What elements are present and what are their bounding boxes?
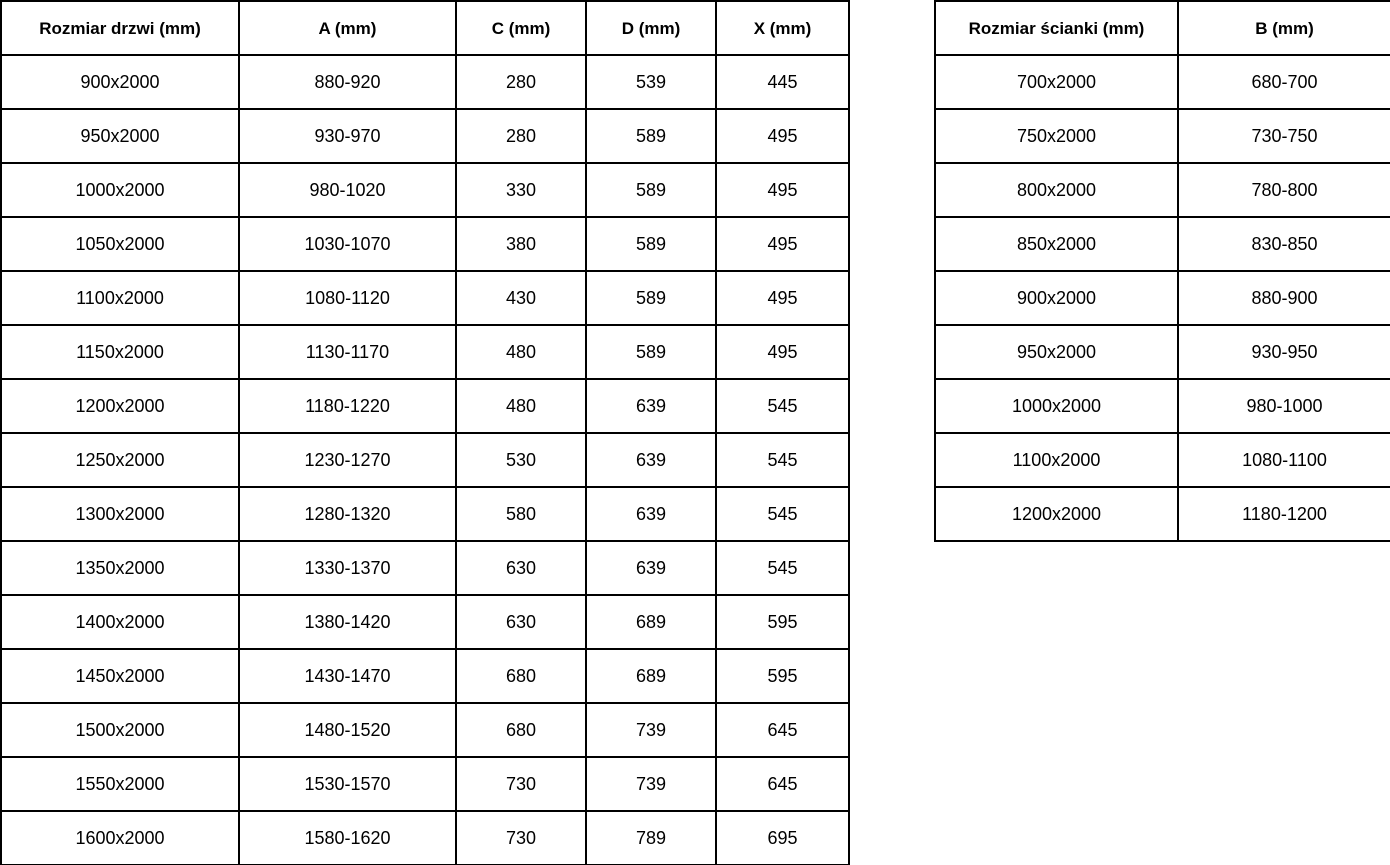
- data-cell: 1600x2000: [1, 811, 239, 865]
- data-cell: 480: [456, 379, 586, 433]
- data-cell: 1380-1420: [239, 595, 456, 649]
- data-cell: 1050x2000: [1, 217, 239, 271]
- data-cell: 589: [586, 217, 716, 271]
- data-cell: 480: [456, 325, 586, 379]
- table-row: [1, 595, 849, 649]
- table-row: [935, 163, 1390, 217]
- data-cell: 645: [716, 757, 849, 811]
- data-cell: 330: [456, 163, 586, 217]
- data-cell: 580: [456, 487, 586, 541]
- data-cell: 630: [456, 541, 586, 595]
- column-header: D (mm): [586, 1, 716, 55]
- data-cell: 1180-1200: [1178, 487, 1390, 541]
- data-cell: 1450x2000: [1, 649, 239, 703]
- data-cell: 980-1000: [1178, 379, 1390, 433]
- data-cell: 380: [456, 217, 586, 271]
- column-header: Rozmiar ścianki (mm): [935, 1, 1178, 55]
- data-cell: 980-1020: [239, 163, 456, 217]
- data-cell: 680: [456, 649, 586, 703]
- column-header: X (mm): [716, 1, 849, 55]
- data-cell: 1200x2000: [935, 487, 1178, 541]
- data-cell: 680-700: [1178, 55, 1390, 109]
- data-cell: 789: [586, 811, 716, 865]
- data-cell: 280: [456, 55, 586, 109]
- data-cell: 850x2000: [935, 217, 1178, 271]
- data-cell: 780-800: [1178, 163, 1390, 217]
- data-cell: 880-900: [1178, 271, 1390, 325]
- data-cell: 750x2000: [935, 109, 1178, 163]
- data-cell: 430: [456, 271, 586, 325]
- data-cell: 639: [586, 487, 716, 541]
- column-header: A (mm): [239, 1, 456, 55]
- data-cell: 800x2000: [935, 163, 1178, 217]
- table-row: [1, 55, 849, 109]
- data-cell: 700x2000: [935, 55, 1178, 109]
- data-cell: 1250x2000: [1, 433, 239, 487]
- column-header: C (mm): [456, 1, 586, 55]
- table-row: [935, 217, 1390, 271]
- data-cell: 739: [586, 757, 716, 811]
- table-row: [935, 109, 1390, 163]
- data-cell: 595: [716, 649, 849, 703]
- table-row: [935, 433, 1390, 487]
- wall-panel-sizes-table: [934, 0, 1390, 542]
- table-row: [935, 55, 1390, 109]
- data-cell: 880-920: [239, 55, 456, 109]
- table-row: [1, 649, 849, 703]
- data-cell: 1500x2000: [1, 703, 239, 757]
- table-row: [1, 163, 849, 217]
- data-cell: 1150x2000: [1, 325, 239, 379]
- data-cell: 530: [456, 433, 586, 487]
- data-cell: 739: [586, 703, 716, 757]
- data-cell: 1000x2000: [935, 379, 1178, 433]
- data-cell: 1080-1120: [239, 271, 456, 325]
- table-row: [1, 811, 849, 865]
- data-cell: 630: [456, 595, 586, 649]
- data-cell: 545: [716, 433, 849, 487]
- table-row: [1, 757, 849, 811]
- data-cell: 589: [586, 163, 716, 217]
- data-cell: 495: [716, 109, 849, 163]
- column-header: Rozmiar drzwi (mm): [1, 1, 239, 55]
- data-cell: 1000x2000: [1, 163, 239, 217]
- data-cell: 1480-1520: [239, 703, 456, 757]
- data-cell: 589: [586, 109, 716, 163]
- data-cell: 639: [586, 379, 716, 433]
- data-cell: 1180-1220: [239, 379, 456, 433]
- data-cell: 1530-1570: [239, 757, 456, 811]
- table-row: [1, 379, 849, 433]
- data-cell: 1350x2000: [1, 541, 239, 595]
- data-cell: 495: [716, 325, 849, 379]
- data-cell: 495: [716, 163, 849, 217]
- table-row: [1, 109, 849, 163]
- data-cell: 1330-1370: [239, 541, 456, 595]
- table-row: [935, 271, 1390, 325]
- header-row: [1, 1, 849, 55]
- header-row: [935, 1, 1390, 55]
- data-cell: 930-950: [1178, 325, 1390, 379]
- data-cell: 689: [586, 649, 716, 703]
- data-cell: 1200x2000: [1, 379, 239, 433]
- data-cell: 695: [716, 811, 849, 865]
- data-cell: 1100x2000: [1, 271, 239, 325]
- data-cell: 1130-1170: [239, 325, 456, 379]
- table-row: [935, 487, 1390, 541]
- table-row: [1, 703, 849, 757]
- table-row: [1, 541, 849, 595]
- data-cell: 1230-1270: [239, 433, 456, 487]
- data-cell: 539: [586, 55, 716, 109]
- data-cell: 1300x2000: [1, 487, 239, 541]
- data-cell: 1400x2000: [1, 595, 239, 649]
- data-cell: 950x2000: [935, 325, 1178, 379]
- data-cell: 680: [456, 703, 586, 757]
- data-cell: 589: [586, 325, 716, 379]
- data-cell: 950x2000: [1, 109, 239, 163]
- data-cell: 545: [716, 487, 849, 541]
- data-cell: 1430-1470: [239, 649, 456, 703]
- data-cell: 639: [586, 541, 716, 595]
- data-cell: 1550x2000: [1, 757, 239, 811]
- data-cell: 1030-1070: [239, 217, 456, 271]
- table-row: [935, 325, 1390, 379]
- data-cell: 595: [716, 595, 849, 649]
- data-cell: 930-970: [239, 109, 456, 163]
- table-row: [1, 325, 849, 379]
- column-header: B (mm): [1178, 1, 1390, 55]
- data-cell: 1280-1320: [239, 487, 456, 541]
- data-cell: 589: [586, 271, 716, 325]
- data-cell: 445: [716, 55, 849, 109]
- table-row: [1, 271, 849, 325]
- table-row: [1, 487, 849, 541]
- data-cell: 730: [456, 811, 586, 865]
- data-cell: 545: [716, 541, 849, 595]
- table-row: [935, 379, 1390, 433]
- table-row: [1, 217, 849, 271]
- data-cell: 1080-1100: [1178, 433, 1390, 487]
- data-cell: 900x2000: [1, 55, 239, 109]
- data-cell: 730: [456, 757, 586, 811]
- data-cell: 639: [586, 433, 716, 487]
- data-cell: 730-750: [1178, 109, 1390, 163]
- data-cell: 689: [586, 595, 716, 649]
- data-cell: 830-850: [1178, 217, 1390, 271]
- data-cell: 545: [716, 379, 849, 433]
- table-row: [1, 433, 849, 487]
- data-cell: 495: [716, 271, 849, 325]
- data-cell: 645: [716, 703, 849, 757]
- data-cell: 1100x2000: [935, 433, 1178, 487]
- data-cell: 900x2000: [935, 271, 1178, 325]
- data-cell: 495: [716, 217, 849, 271]
- data-cell: 280: [456, 109, 586, 163]
- data-cell: 1580-1620: [239, 811, 456, 865]
